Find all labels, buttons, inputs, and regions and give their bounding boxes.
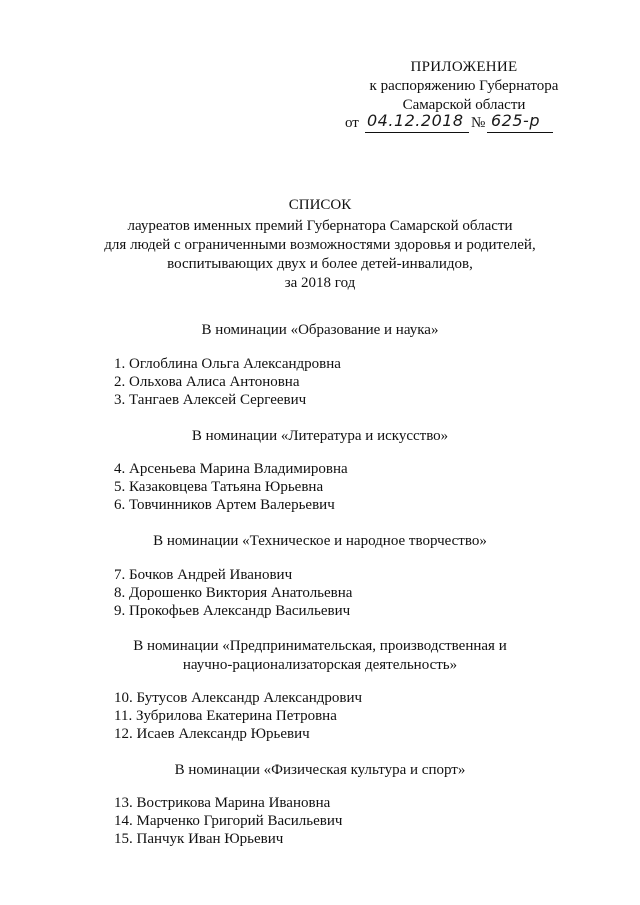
number-underline [487, 132, 553, 133]
list-item: 11. Зубрилова Екатерина Петровна [114, 708, 337, 724]
number-prefix: № [471, 115, 486, 131]
list-item: 13. Вострикова Марина Ивановна [114, 795, 331, 811]
list-item: 12. Исаев Александр Юрьевич [114, 726, 310, 742]
list-item: 10. Бутусов Александр Александрович [114, 690, 363, 706]
list-item: 9. Прокофьев Александр Васильевич [114, 603, 351, 619]
nomination-heading: В номинации «Техническое и народное творчество» [153, 533, 487, 549]
subtitle-line-3: воспитывающих двух и более детей-инвалидов, [167, 256, 473, 272]
list-item: 6. Товчинников Артем Валерьевич [114, 497, 335, 513]
handwritten-date: 04.12.2018 [367, 111, 464, 130]
subtitle-line-1: лауреатов именных премий Губернатора Самарской области [127, 218, 513, 234]
list-item: 14. Марченко Григорий Васильевич [114, 813, 343, 829]
nomination-heading: В номинации «Образование и наука» [201, 322, 439, 338]
list-item: 7. Бочков Андрей Иванович [114, 567, 293, 583]
appendix-date-line [345, 113, 585, 135]
list-item: 3. Тангаев Алексей Сергеевич [114, 392, 307, 408]
laureate-list [114, 794, 342, 848]
subtitle-line-2: для людей с ограниченными возможностями здоровья и родителей, [104, 237, 536, 253]
appendix-line-1: к распоряжению Губернатора [369, 78, 559, 94]
list-item: 4. Арсеньева Марина Владимировна [114, 461, 348, 477]
date-underline [365, 132, 469, 133]
laureate-list [114, 355, 341, 409]
appendix-line-2: Самарской области [402, 97, 526, 113]
nomination-heading-cont: научно-рационализаторская деятельность» [182, 657, 458, 673]
nomination-heading: В номинации «Физическая культура и спорт» [174, 762, 466, 778]
laureate-list [114, 689, 362, 743]
subtitle-line-4: за 2018 год [284, 275, 356, 291]
document-title: СПИСОК [288, 197, 352, 213]
handwritten-number: 625-р [491, 111, 540, 130]
appendix-title: ПРИЛОЖЕНИЕ [410, 59, 518, 75]
list-item: 2. Ольхова Алиса Антоновна [114, 374, 300, 390]
laureate-list [114, 566, 352, 620]
nomination-heading: В номинации «Предпринимательская, производственная и [133, 638, 507, 654]
list-item: 5. Казаковцева Татьяна Юрьевна [114, 479, 324, 495]
list-item: 8. Дорошенко Виктория Анатольевна [114, 585, 353, 601]
nomination-heading: В номинации «Литература и искусство» [191, 428, 449, 444]
date-prefix: от [345, 115, 359, 131]
list-item: 1. Оглоблина Ольга Александровна [114, 356, 341, 372]
list-item: 15. Панчук Иван Юрьевич [114, 831, 284, 847]
laureate-list [114, 460, 348, 514]
